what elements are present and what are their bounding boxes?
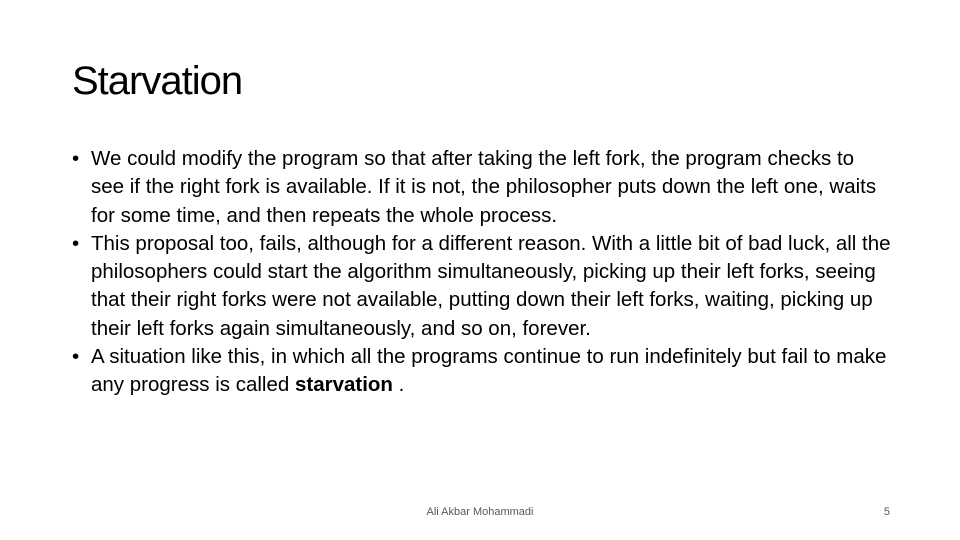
bullet-list	[72, 145, 892, 400]
footer-author: Ali Akbar Mohammadi	[426, 506, 534, 518]
bullet-marker: •	[72, 345, 80, 369]
slide-title: Starvation	[72, 59, 243, 103]
bullet-marker: •	[72, 147, 80, 170]
bullet-text-after: .	[392, 373, 405, 397]
bullet-text-before: A situation like this, in which all the programs continue to run indefinitely but fail to make any progress is called	[91, 345, 887, 397]
bullet-text: We could modify the program so that after taking the left fork, the program checks to see if the right fork is available. If it is not, the philosopher puts down the left one, waits for some time, and then repeats the whole process.	[91, 147, 877, 227]
bullet-item-3	[72, 343, 892, 400]
page-number: 5	[883, 506, 890, 518]
bullet-marker: •	[72, 231, 80, 255]
bullet-item-1	[72, 145, 892, 230]
bullet-item-2	[72, 230, 892, 343]
bullet-text: This proposal too, fails, although for a different reason. With a little bit of bad luck, all the philosophers could start the algorithm simultaneously, picking up their left forks, seeing that their right forks were not available, putting down their left forks, waiting, picking up their left forks again simultaneously, and so on, forever.	[91, 231, 891, 340]
bullet-emphasis-term: starvation	[294, 373, 393, 397]
